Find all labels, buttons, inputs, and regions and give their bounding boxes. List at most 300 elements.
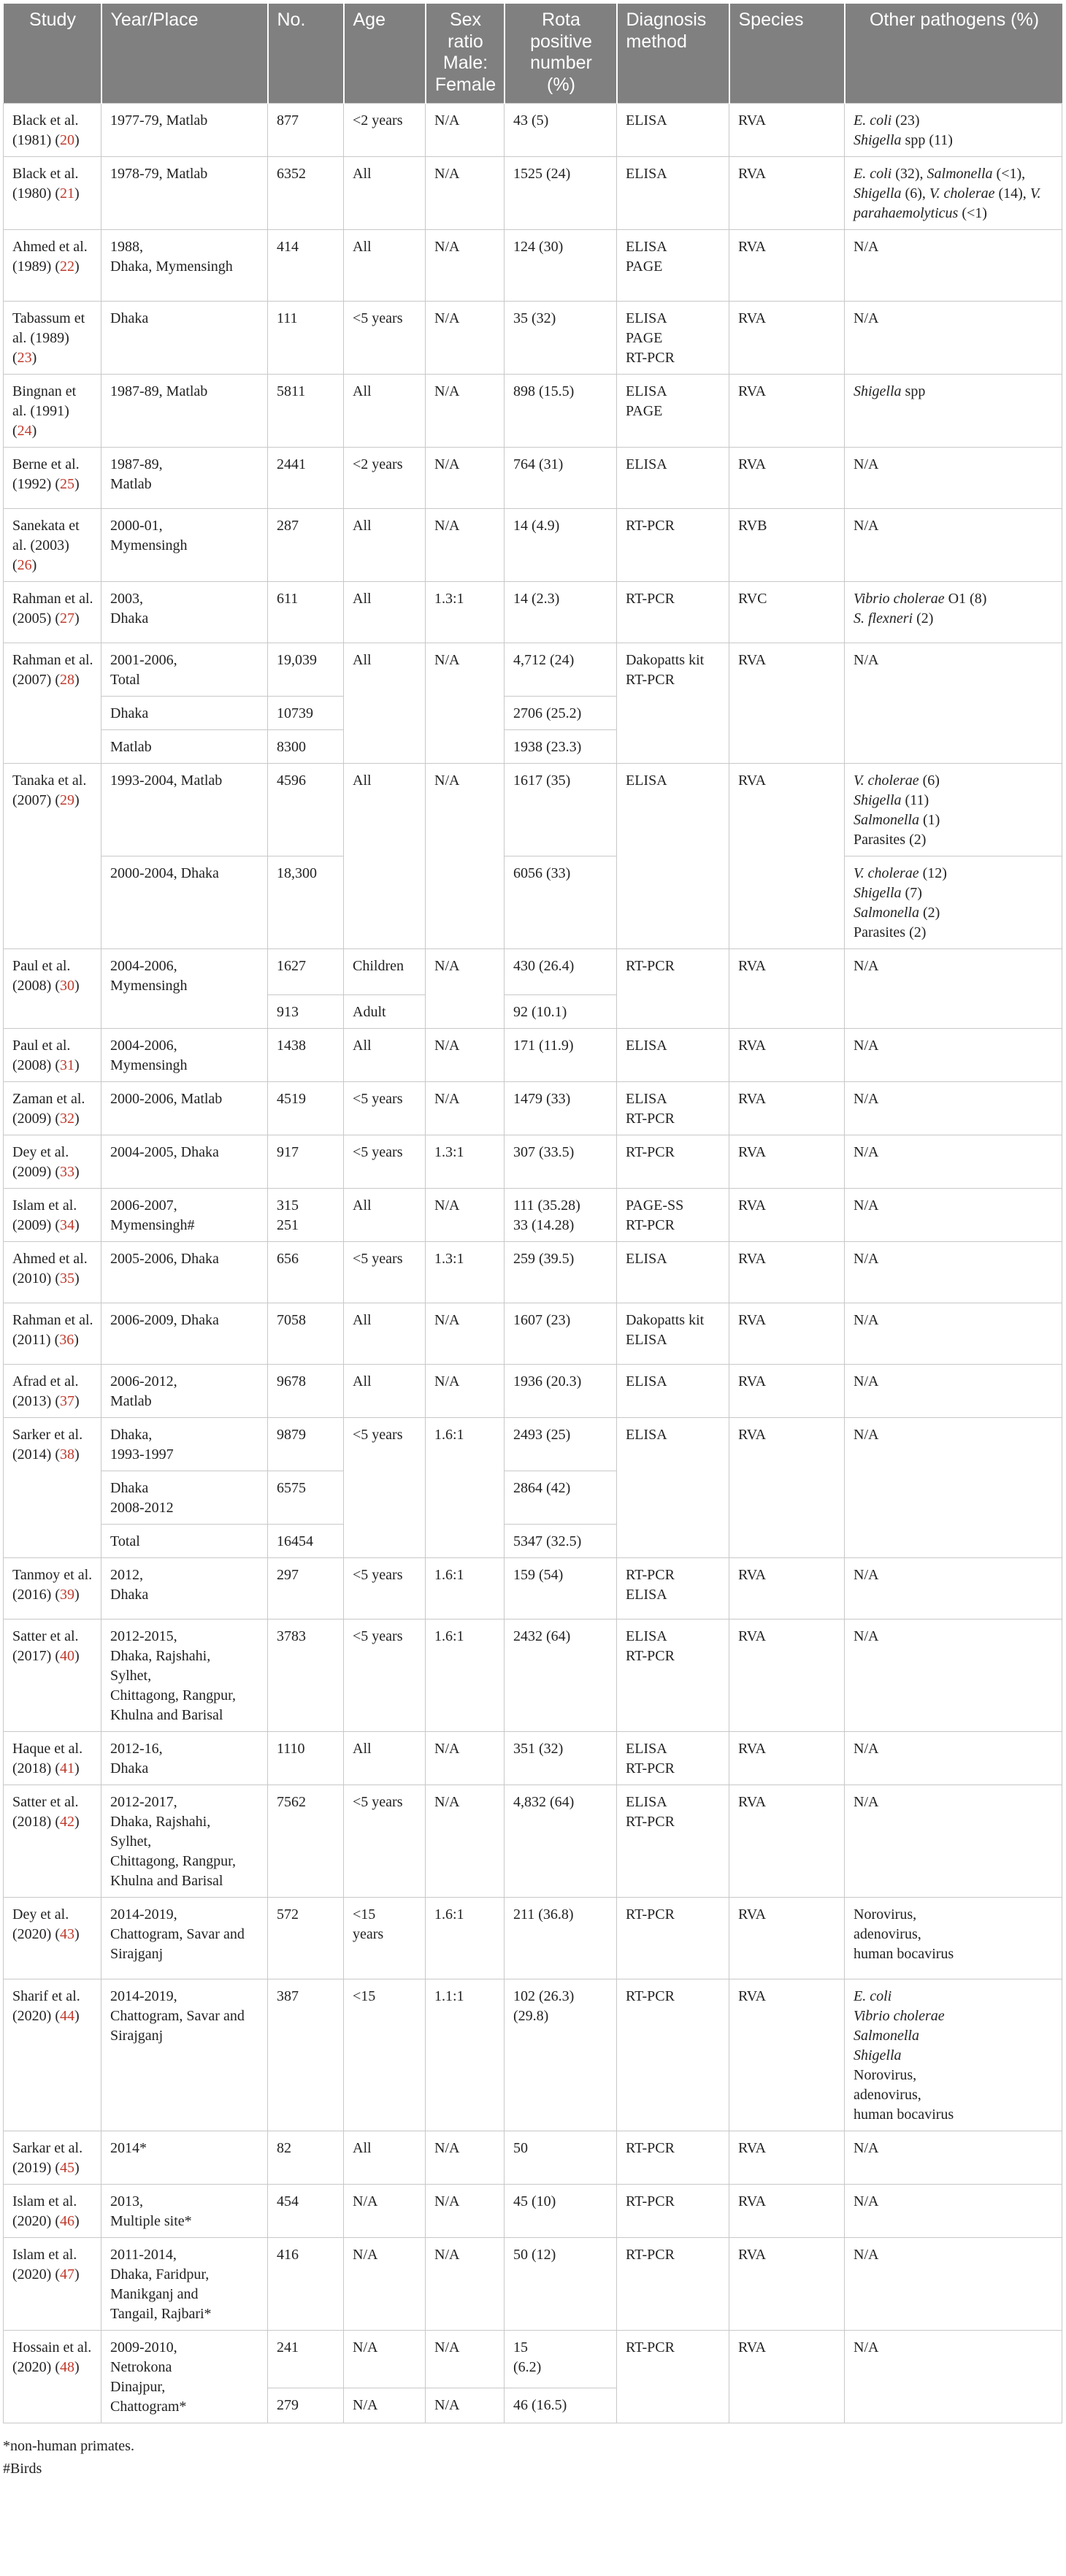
cell-pos: 43 (5) <box>505 103 617 156</box>
cell-no: 8300 <box>268 729 344 763</box>
cell-year: 2003, Dhaka <box>101 581 268 643</box>
cell-study: Islam et al. (2020) (47) <box>4 2237 101 2330</box>
cell-study: Tanaka et al. (2007) (29) <box>4 763 101 948</box>
cell-sex: N/A <box>426 2388 505 2423</box>
study-citation: Rahman et al. (2011) ( <box>12 1311 93 1348</box>
cell-year: 2001-2006, Total <box>101 643 268 696</box>
cell-other: N/A <box>845 948 1062 1028</box>
cell-method: RT-PCR <box>617 948 729 1028</box>
cell-pos: 45 (10) <box>505 2184 617 2237</box>
table-row <box>4 763 1062 856</box>
cell-sex: 1.3:1 <box>426 1241 505 1303</box>
reference-link[interactable]: 26 <box>17 556 32 573</box>
cell-no: 18,300 <box>268 856 344 948</box>
cell-pos: 15 (6.2) <box>505 2330 617 2388</box>
cell-pos: 351 (32) <box>505 1731 617 1785</box>
study-citation: Rahman et al. (2005) ( <box>12 590 93 626</box>
study-citation: Satter et al. (2018) ( <box>12 1793 79 1830</box>
cell-sex: N/A <box>426 374 505 447</box>
table-body <box>4 103 1062 2423</box>
cell-other: N/A <box>845 1619 1062 1731</box>
cell-species: RVA <box>729 1188 845 1241</box>
cell-species: RVA <box>729 1785 845 1897</box>
cell-year: Total <box>101 1524 268 1557</box>
cell-study: Paul et al. (2008) (31) <box>4 1028 101 1081</box>
cell-pos: 50 (12) <box>505 2237 617 2330</box>
cell-study: Paul et al. (2008) (30) <box>4 948 101 1028</box>
reference-link[interactable]: 29 <box>59 791 74 808</box>
study-citation: Zaman et al. (2009) ( <box>12 1090 85 1127</box>
footnote-birds: #Birds <box>3 2460 42 2477</box>
cell-other: N/A <box>845 1417 1062 1557</box>
table-row <box>4 1364 1062 1417</box>
cell-study: Sarker et al. (2014) (38) <box>4 1417 101 1557</box>
cell-no: 7562 <box>268 1785 344 1897</box>
cell-species: RVA <box>729 948 845 1028</box>
header-year-place: Year/Place <box>101 4 268 103</box>
reference-link[interactable]: 37 <box>59 1392 74 1409</box>
cell-age: All <box>344 229 426 301</box>
cell-pos: 1938 (23.3) <box>505 729 617 763</box>
cell-sex: N/A <box>426 2131 505 2184</box>
cell-sex: N/A <box>426 508 505 581</box>
study-citation: Bingnan et al. (1991) ( <box>12 383 77 439</box>
cell-pos: 6056 (33) <box>505 856 617 948</box>
reference-link[interactable]: 35 <box>59 1270 74 1287</box>
cell-study: Tanmoy et al. (2016) (39) <box>4 1557 101 1619</box>
cell-year: 2014* <box>101 2131 268 2184</box>
cell-pos: 50 <box>505 2131 617 2184</box>
cell-other: N/A <box>845 1135 1062 1188</box>
cell-no: 287 <box>268 508 344 581</box>
cell-pos: 171 (11.9) <box>505 1028 617 1081</box>
cell-pos: 2864 (42) <box>505 1471 617 1524</box>
cell-pos: 14 (2.3) <box>505 581 617 643</box>
table-row <box>4 2330 1062 2388</box>
cell-species: RVA <box>729 2131 845 2184</box>
cell-other: N/A <box>845 1241 1062 1303</box>
study-citation: Rahman et al. (2007) ( <box>12 651 93 688</box>
cell-year: 2006-2007, Mymensingh# <box>101 1188 268 1241</box>
cell-pos: 259 (39.5) <box>505 1241 617 1303</box>
reference-link[interactable]: 20 <box>59 131 74 148</box>
reference-link[interactable]: 44 <box>59 2007 74 2024</box>
cell-other: N/A <box>845 229 1062 301</box>
cell-sex: N/A <box>426 1364 505 1417</box>
cell-method: RT-PCR <box>617 2184 729 2237</box>
cell-age: <5 years <box>344 1557 426 1619</box>
cell-other: N/A <box>845 643 1062 763</box>
header-species: Species <box>729 4 845 103</box>
cell-method: RT-PCR <box>617 508 729 581</box>
cell-sex: N/A <box>426 103 505 156</box>
cell-method: RT-PCR <box>617 2237 729 2330</box>
cell-no: 9879 <box>268 1417 344 1471</box>
header-number: No. <box>268 4 344 103</box>
cell-study: Black et al. (1981) (20) <box>4 103 101 156</box>
cell-year: 1993-2004, Matlab <box>101 763 268 856</box>
cell-other: N/A <box>845 447 1062 508</box>
cell-pos: 211 (36.8) <box>505 1897 617 1979</box>
cell-pos: 159 (54) <box>505 1557 617 1619</box>
study-citation: Sharif et al. (2020) ( <box>12 1987 80 2024</box>
cell-other: Norovirus, adenovirus, human bocavirus <box>845 1897 1062 1979</box>
cell-year: 2014-2019, Chattogram, Savar and Sirajganj <box>101 1897 268 1979</box>
cell-year: Dhaka 2008-2012 <box>101 1471 268 1524</box>
table-row <box>4 581 1062 643</box>
cell-study: Dey et al. (2020) (43) <box>4 1897 101 1979</box>
cell-method: ELISA <box>617 1028 729 1081</box>
cell-pos: 1936 (20.3) <box>505 1364 617 1417</box>
cell-sex: 1.6:1 <box>426 1557 505 1619</box>
reference-link[interactable]: 36 <box>59 1331 74 1348</box>
cell-method: RT-PCR <box>617 1897 729 1979</box>
cell-age: Adult <box>344 994 426 1028</box>
cell-method: RT-PCR <box>617 1979 729 2131</box>
cell-species: RVA <box>729 374 845 447</box>
table-row <box>4 2184 1062 2237</box>
reference-link[interactable]: 47 <box>59 2266 74 2282</box>
cell-study: Ahmed et al. (2010) (35) <box>4 1241 101 1303</box>
reference-link[interactable]: 41 <box>59 1760 74 1776</box>
table-row <box>4 1135 1062 1188</box>
reference-link[interactable]: 28 <box>59 671 74 688</box>
cell-species: RVA <box>729 2330 845 2423</box>
reference-link[interactable]: 39 <box>59 1586 74 1603</box>
cell-other: N/A <box>845 508 1062 581</box>
cell-year: 2004-2005, Dhaka <box>101 1135 268 1188</box>
reference-link[interactable]: 23 <box>17 349 32 366</box>
cell-other: E. coli (23) Shigella spp (11) <box>845 103 1062 156</box>
cell-year: 2012, Dhaka <box>101 1557 268 1619</box>
cell-study: Ahmed et al. (1989) (22) <box>4 229 101 301</box>
reference-link[interactable]: 38 <box>59 1446 74 1463</box>
cell-no: 6352 <box>268 156 344 229</box>
reference-link[interactable]: 21 <box>59 185 74 202</box>
cell-study: Bingnan et al. (1991) (24) <box>4 374 101 447</box>
cell-other: N/A <box>845 1557 1062 1619</box>
cell-species: RVA <box>729 1028 845 1081</box>
cell-other: Vibrio cholerae O1 (8) S. flexneri (2) <box>845 581 1062 643</box>
cell-age: <5 years <box>344 1417 426 1557</box>
study-citation: Sanekata et al. (2003) ( <box>12 517 80 573</box>
cell-no: 917 <box>268 1135 344 1188</box>
cell-sex: N/A <box>426 1731 505 1785</box>
study-citation: Islam et al. (2020) ( <box>12 2246 77 2282</box>
cell-year: 2004-2006, Mymensingh <box>101 1028 268 1081</box>
study-citation: Afrad et al. (2013) ( <box>12 1373 79 1409</box>
cell-other: N/A <box>845 2184 1062 2237</box>
cell-other: N/A <box>845 1364 1062 1417</box>
table-row <box>4 374 1062 447</box>
table-row <box>4 229 1062 301</box>
header-age: Age <box>344 4 426 103</box>
table-container <box>3 4 1062 2480</box>
cell-no: 297 <box>268 1557 344 1619</box>
cell-pos: 111 (35.28) 33 (14.28) <box>505 1188 617 1241</box>
cell-pos: 4,712 (24) <box>505 643 617 696</box>
cell-species: RVA <box>729 1135 845 1188</box>
reference-link[interactable]: 30 <box>59 977 74 994</box>
cell-no: 279 <box>268 2388 344 2423</box>
cell-study: Haque et al. (2018) (41) <box>4 1731 101 1785</box>
cell-no: 6575 <box>268 1471 344 1524</box>
table-row <box>4 2237 1062 2330</box>
cell-pos: 92 (10.1) <box>505 994 617 1028</box>
reference-link[interactable]: 34 <box>59 1216 74 1233</box>
cell-pos: 5347 (32.5) <box>505 1524 617 1557</box>
cell-study: Tabassum et al. (1989) (23) <box>4 301 101 374</box>
cell-age: All <box>344 1364 426 1417</box>
cell-species: RVA <box>729 1081 845 1135</box>
cell-method: ELISA PAGE RT-PCR <box>617 301 729 374</box>
cell-method: RT-PCR <box>617 2330 729 2423</box>
cell-method: ELISA PAGE <box>617 229 729 301</box>
cell-no: 82 <box>268 2131 344 2184</box>
cell-age: All <box>344 643 426 763</box>
study-citation: Haque et al. (2018) ( <box>12 1740 83 1776</box>
cell-method: Dakopatts kit ELISA <box>617 1303 729 1364</box>
cell-study: Berne et al. (1992) (25) <box>4 447 101 508</box>
cell-age: <5 years <box>344 1619 426 1731</box>
cell-method: PAGE-SS RT-PCR <box>617 1188 729 1241</box>
reference-link[interactable]: 27 <box>59 610 74 626</box>
cell-species: RVA <box>729 447 845 508</box>
reference-link[interactable]: 42 <box>59 1813 74 1830</box>
cell-study: Afrad et al. (2013) (37) <box>4 1364 101 1417</box>
cell-age: All <box>344 2131 426 2184</box>
cell-method: ELISA RT-PCR <box>617 1619 729 1731</box>
cell-year: 2004-2006, Mymensingh <box>101 948 268 1028</box>
cell-study: Islam et al. (2009) (34) <box>4 1188 101 1241</box>
cell-sex: N/A <box>426 1081 505 1135</box>
cell-sex: N/A <box>426 643 505 763</box>
reference-link[interactable]: 48 <box>59 2358 74 2375</box>
cell-age: Children <box>344 948 426 994</box>
table-row <box>4 856 1062 948</box>
cell-age: All <box>344 1731 426 1785</box>
table-row <box>4 1188 1062 1241</box>
cell-method: RT-PCR <box>617 2131 729 2184</box>
cell-age: <15 <box>344 1979 426 2131</box>
cell-year: 2000-2004, Dhaka <box>101 856 268 948</box>
cell-no: 3783 <box>268 1619 344 1731</box>
cell-other: V. cholerae (6) Shigella (11) Salmonella (1) Parasites (2) <box>845 763 1062 856</box>
cell-pos: 14 (4.9) <box>505 508 617 581</box>
cell-year: 2012-16, Dhaka <box>101 1731 268 1785</box>
cell-species: RVA <box>729 763 845 948</box>
cell-age: N/A <box>344 2237 426 2330</box>
study-citation: Tanmoy et al. (2016) ( <box>12 1566 93 1603</box>
cell-year: 1977-79, Matlab <box>101 103 268 156</box>
cell-species: RVA <box>729 1619 845 1731</box>
reference-link[interactable]: 33 <box>59 1163 74 1180</box>
cell-year: 2006-2009, Dhaka <box>101 1303 268 1364</box>
table-row <box>4 1303 1062 1364</box>
table-row <box>4 1417 1062 1471</box>
cell-year: 2013, Multiple site* <box>101 2184 268 2237</box>
cell-pos: 1525 (24) <box>505 156 617 229</box>
cell-other: V. cholerae (12) Shigella (7) Salmonella (2) Parasites (2) <box>845 856 1062 948</box>
table-row <box>4 508 1062 581</box>
cell-age: All <box>344 581 426 643</box>
cell-sex: 1.6:1 <box>426 1619 505 1731</box>
cell-no: 241 <box>268 2330 344 2388</box>
table-row <box>4 1897 1062 1979</box>
cell-pos: 46 (16.5) <box>505 2388 617 2423</box>
cell-age: All <box>344 1028 426 1081</box>
reference-link[interactable]: 46 <box>59 2212 74 2229</box>
cell-species: RVA <box>729 229 845 301</box>
cell-sex: 1.6:1 <box>426 1417 505 1557</box>
table-row <box>4 1619 1062 1731</box>
cell-year: Matlab <box>101 729 268 763</box>
cell-year: 2012-2015, Dhaka, Rajshahi, Sylhet, Chittagong, Rangpur, Khulna and Barisal <box>101 1619 268 1731</box>
footnote-primates: *non-human primates. <box>3 2437 134 2454</box>
cell-no: 656 <box>268 1241 344 1303</box>
study-citation: Dey et al. (2009) ( <box>12 1143 69 1180</box>
cell-method: ELISA <box>617 1241 729 1303</box>
cell-other: N/A <box>845 2330 1062 2423</box>
cell-species: RVA <box>729 103 845 156</box>
cell-no: 1627 <box>268 948 344 994</box>
header-row <box>4 4 1062 103</box>
cell-species: RVA <box>729 156 845 229</box>
reference-link[interactable]: 25 <box>59 475 74 492</box>
cell-sex: 1.3:1 <box>426 1135 505 1188</box>
cell-no: 1110 <box>268 1731 344 1785</box>
cell-other: N/A <box>845 1188 1062 1241</box>
cell-age: All <box>344 763 426 948</box>
cell-age: <5 years <box>344 1135 426 1188</box>
cell-sex: N/A <box>426 1028 505 1081</box>
cell-other: Shigella spp <box>845 374 1062 447</box>
cell-sex: N/A <box>426 447 505 508</box>
cell-pos: 430 (26.4) <box>505 948 617 994</box>
cell-study: Rahman et al. (2007) (28) <box>4 643 101 763</box>
cell-year: 2000-01, Mymensingh <box>101 508 268 581</box>
cell-year: 2012-2017, Dhaka, Rajshahi, Sylhet, Chittagong, Rangpur, Khulna and Barisal <box>101 1785 268 1897</box>
cell-species: RVA <box>729 1241 845 1303</box>
reference-link[interactable]: 45 <box>59 2159 74 2176</box>
cell-year: Dhaka <box>101 301 268 374</box>
study-citation: Sarkar et al. (2019) ( <box>12 2139 83 2176</box>
cell-age: All <box>344 156 426 229</box>
cell-age: <15 years <box>344 1897 426 1979</box>
cell-year: 1987-89, Matlab <box>101 447 268 508</box>
reference-link[interactable]: 32 <box>59 1110 74 1127</box>
reference-link[interactable]: 43 <box>59 1925 74 1942</box>
cell-study: Islam et al. (2020) (46) <box>4 2184 101 2237</box>
cell-other: N/A <box>845 301 1062 374</box>
cell-no: 4596 <box>268 763 344 856</box>
cell-sex: N/A <box>426 2330 505 2388</box>
cell-study: Sanekata et al. (2003) (26) <box>4 508 101 581</box>
cell-sex: N/A <box>426 156 505 229</box>
study-citation: Islam et al. (2009) ( <box>12 1197 77 1233</box>
study-citation: Black et al. (1981) ( <box>12 112 79 148</box>
cell-study: Hossain et al. (2020) (48) <box>4 2330 101 2423</box>
cell-sex: N/A <box>426 2237 505 2330</box>
cell-species: RVA <box>729 1417 845 1557</box>
table-row <box>4 156 1062 229</box>
study-citation: Paul et al. (2008) ( <box>12 1037 71 1073</box>
table-row <box>4 103 1062 156</box>
study-citation: Islam et al. (2020) ( <box>12 2193 77 2229</box>
cell-no: 611 <box>268 581 344 643</box>
cell-age: <2 years <box>344 447 426 508</box>
cell-year: 1987-89, Matlab <box>101 374 268 447</box>
cell-species: RVB <box>729 508 845 581</box>
cell-no: 9678 <box>268 1364 344 1417</box>
table-row <box>4 643 1062 696</box>
study-citation: Tanaka et al. (2007) ( <box>12 772 87 808</box>
cell-no: 5811 <box>268 374 344 447</box>
cell-no: 454 <box>268 2184 344 2237</box>
cell-no: 7058 <box>268 1303 344 1364</box>
cell-study: Black et al. (1980) (21) <box>4 156 101 229</box>
reference-link[interactable]: 22 <box>59 258 74 275</box>
table-row <box>4 2131 1062 2184</box>
cell-no: 877 <box>268 103 344 156</box>
cell-no: 913 <box>268 994 344 1028</box>
table-row <box>4 447 1062 508</box>
study-citation: Ahmed et al. (1989) ( <box>12 238 88 275</box>
table-row <box>4 1731 1062 1785</box>
header-rota-positive: Rota positive number (%) <box>505 4 617 103</box>
cell-sex: N/A <box>426 763 505 948</box>
cell-other: N/A <box>845 2131 1062 2184</box>
cell-pos: 2706 (25.2) <box>505 696 617 729</box>
reference-link[interactable]: 40 <box>59 1647 74 1664</box>
cell-method: ELISA PAGE <box>617 374 729 447</box>
cell-no: 1438 <box>268 1028 344 1081</box>
cell-no: 2441 <box>268 447 344 508</box>
cell-sex: 1.6:1 <box>426 1897 505 1979</box>
cell-sex: N/A <box>426 948 505 1028</box>
cell-study: Rahman et al. (2005) (27) <box>4 581 101 643</box>
cell-species: RVA <box>729 2184 845 2237</box>
table-row <box>4 948 1062 994</box>
cell-study: Satter et al. (2018) (42) <box>4 1785 101 1897</box>
cell-age: All <box>344 1303 426 1364</box>
cell-method: ELISA RT-PCR <box>617 1081 729 1135</box>
rotavirus-studies-table <box>3 4 1062 2423</box>
cell-no: 572 <box>268 1897 344 1979</box>
cell-species: RVA <box>729 1731 845 1785</box>
cell-study: Dey et al. (2009) (33) <box>4 1135 101 1188</box>
reference-link[interactable]: 24 <box>17 422 32 439</box>
cell-year: 2011-2014, Dhaka, Faridpur, Manikganj and Tangail, Rajbari* <box>101 2237 268 2330</box>
cell-age: <5 years <box>344 301 426 374</box>
study-citation: Dey et al. (2020) ( <box>12 1906 69 1942</box>
reference-link[interactable]: 31 <box>59 1057 74 1073</box>
cell-species: RVA <box>729 1303 845 1364</box>
cell-species: RVC <box>729 581 845 643</box>
cell-other: E. coli Vibrio cholerae Salmonella Shigella Norovirus, adenovirus, human bocavirus <box>845 1979 1062 2131</box>
cell-pos: 2493 (25) <box>505 1417 617 1471</box>
cell-no: 4519 <box>268 1081 344 1135</box>
cell-age: N/A <box>344 2330 426 2388</box>
header-diagnosis-method: Diagnosis method <box>617 4 729 103</box>
cell-pos: 764 (31) <box>505 447 617 508</box>
header-sex-ratio: Sex ratio Male: Female <box>426 4 505 103</box>
cell-method: RT-PCR <box>617 581 729 643</box>
cell-age: N/A <box>344 2184 426 2237</box>
cell-no: 19,039 <box>268 643 344 696</box>
cell-pos: 2432 (64) <box>505 1619 617 1731</box>
cell-pos: 1479 (33) <box>505 1081 617 1135</box>
